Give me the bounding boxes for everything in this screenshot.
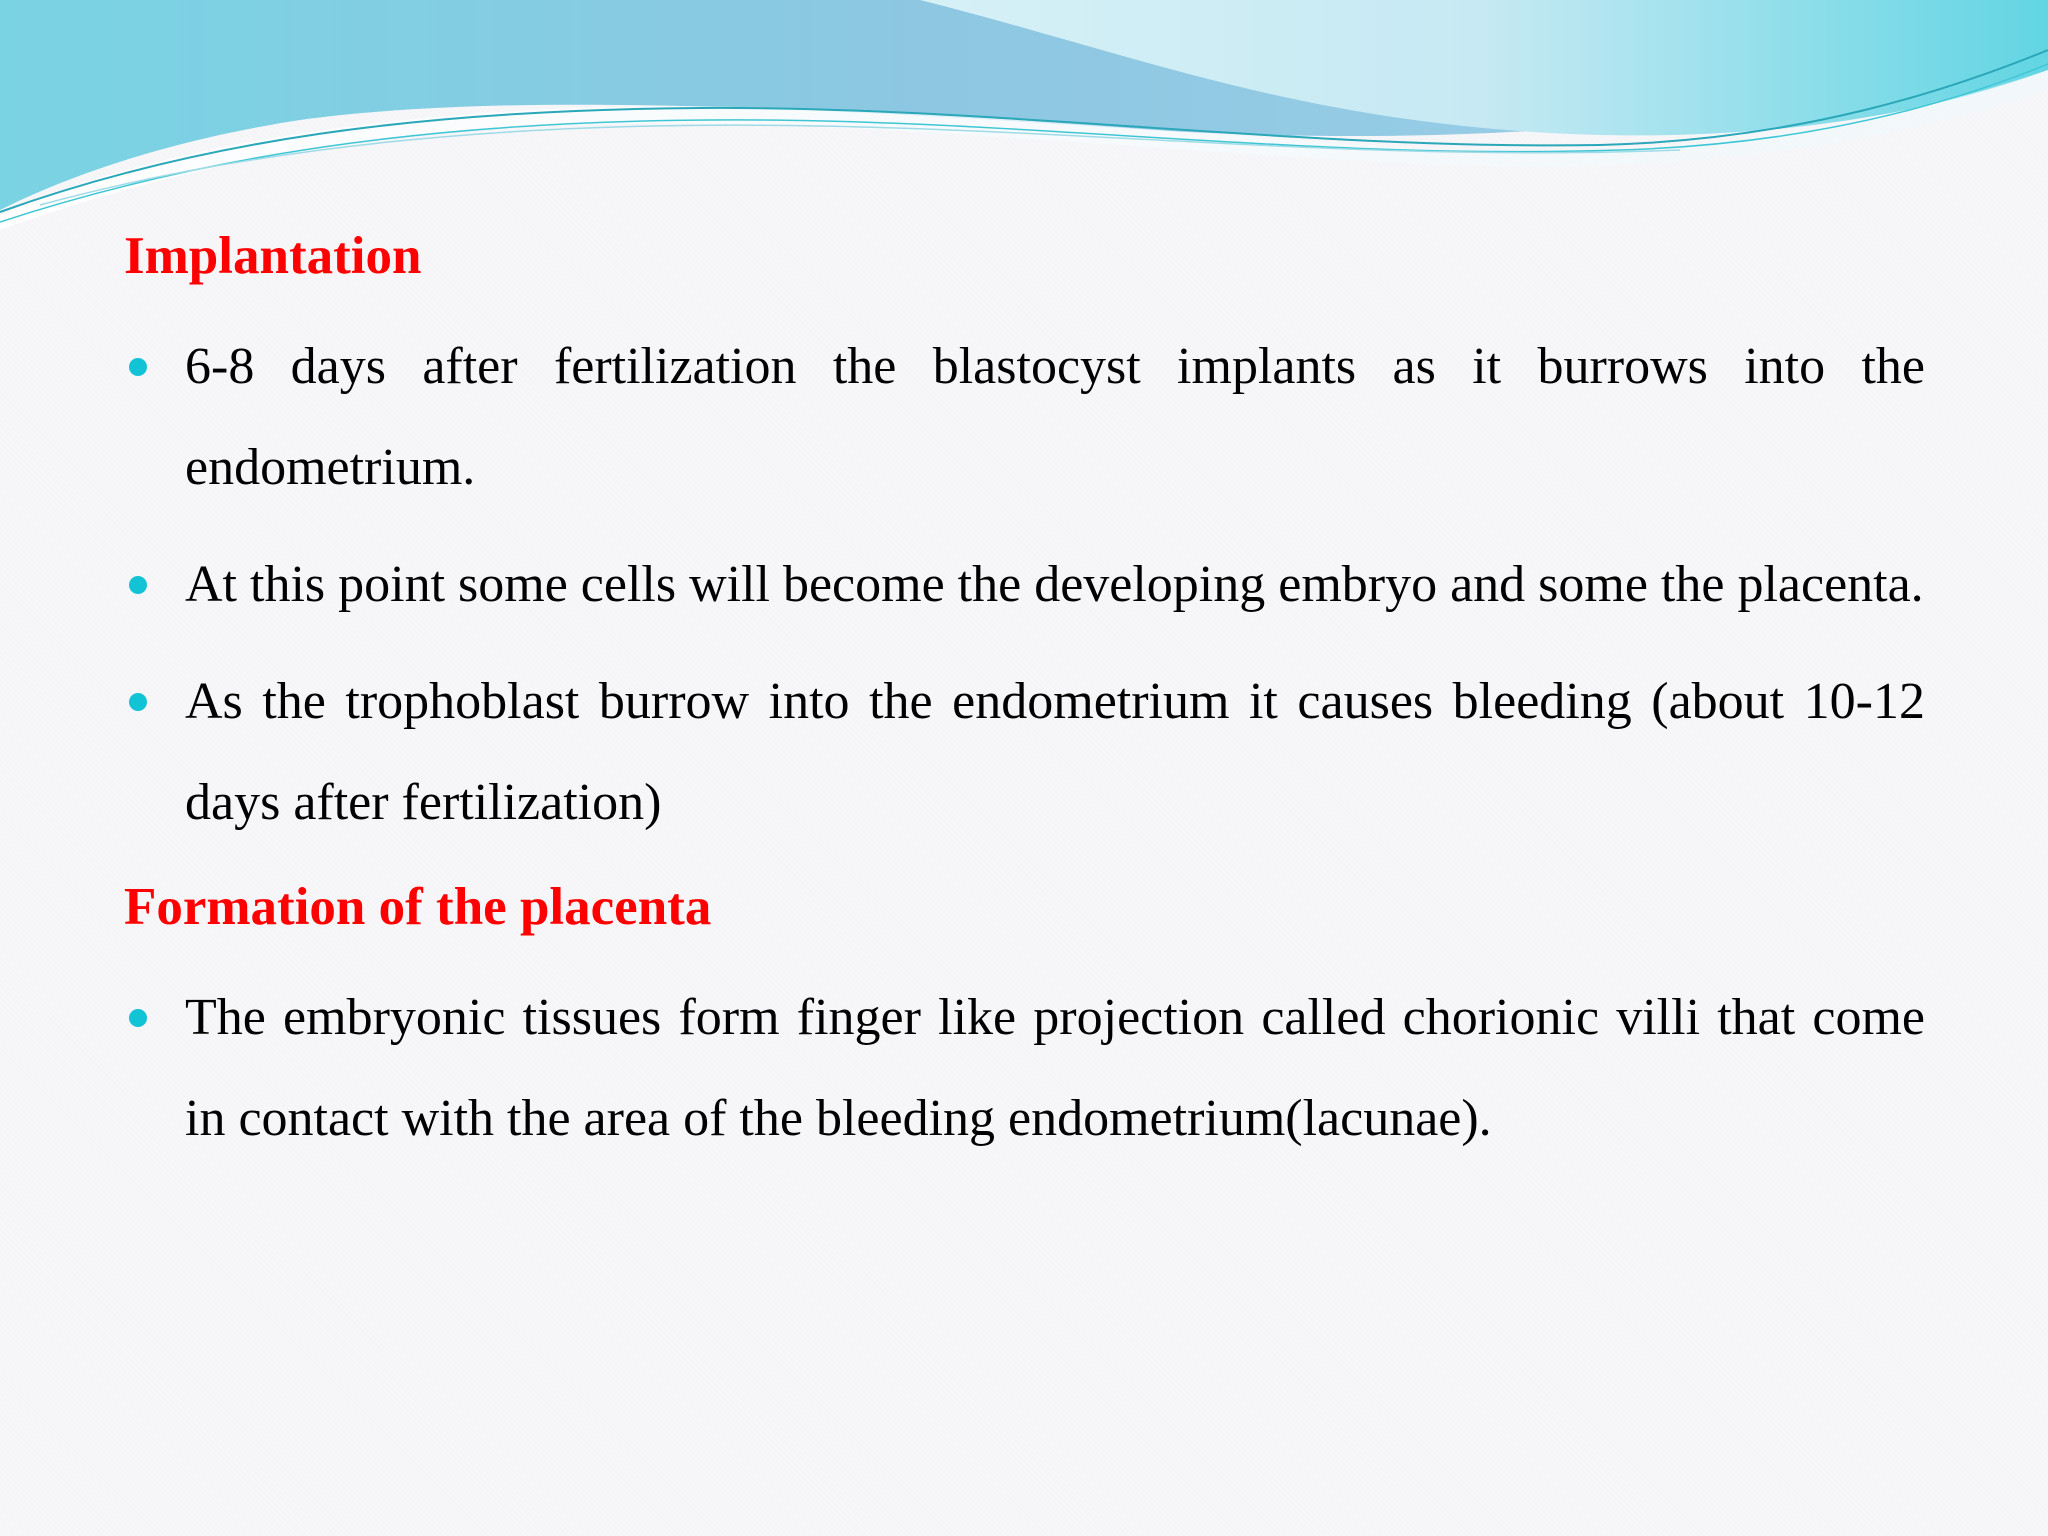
placenta-bullet-list [124,967,1925,1169]
bullet-text: As the trophoblast burrow into the endometrium it causes bleeding (about 10-12 days after fertilization) [185,673,1925,831]
bullet-item [124,534,1925,635]
bullet-dot-icon [129,358,147,376]
bullet-dot-icon [129,693,147,711]
implantation-bullet-list [124,316,1925,853]
bullet-item [124,967,1925,1169]
bullet-item [124,651,1925,853]
bullet-item [124,316,1925,518]
bullet-dot-icon [129,576,147,594]
bullet-text: The embryonic tissues form finger like projection called chorionic villi that come in contact with the area of the bleeding endometrium(lacunae). [185,989,1925,1147]
slide-content [124,218,1925,1185]
bullet-dot-icon [129,1009,147,1027]
bullet-text: 6-8 days after fertilization the blastocyst implants as it burrows into the endometrium. [185,338,1925,496]
section-heading-implantation: Implantation [124,227,422,285]
bullet-text: At this point some cells will become the developing embryo and some the placenta. [185,556,1924,613]
wave-banner-decoration [0,0,2048,240]
section-heading-formation-of-the-placenta: Formation of the placenta [124,878,712,936]
